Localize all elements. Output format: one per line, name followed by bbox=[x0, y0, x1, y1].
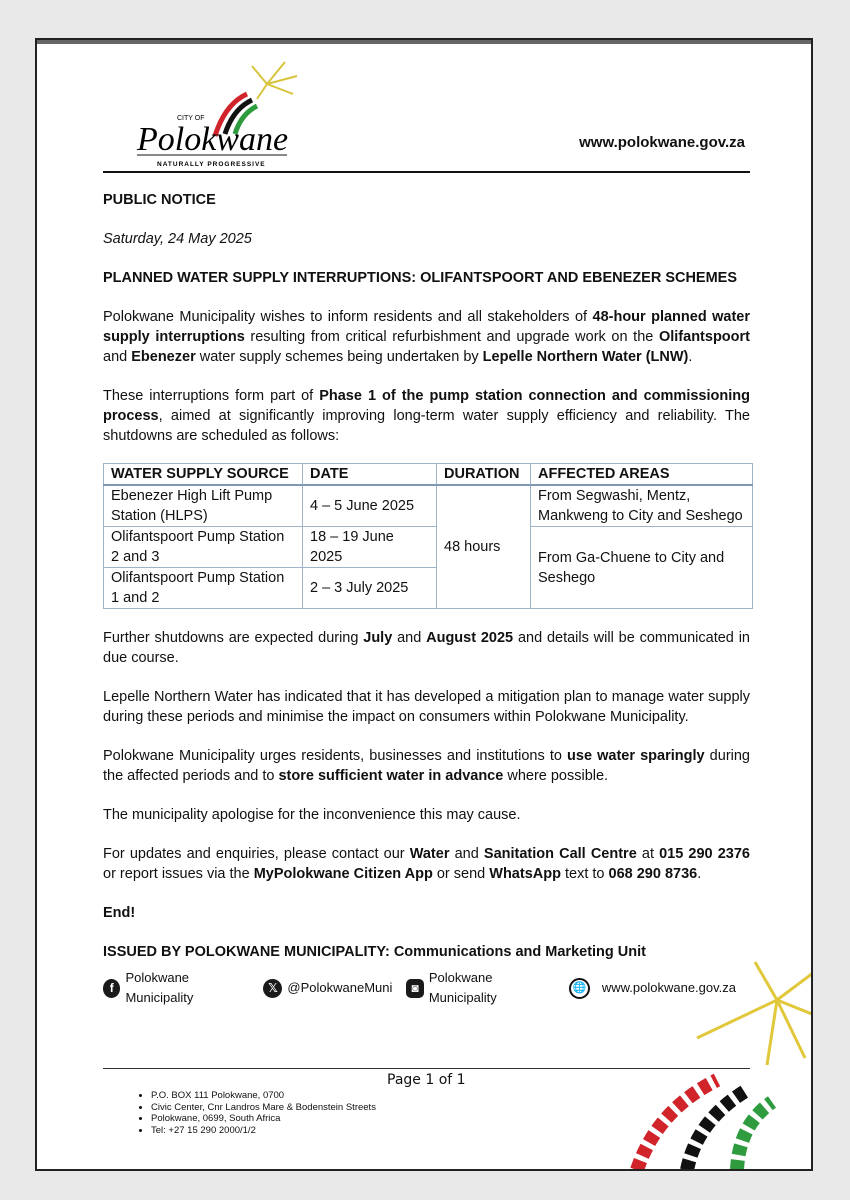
table-header: DURATION bbox=[437, 464, 531, 486]
schedule-table bbox=[103, 463, 753, 609]
end-label: End! bbox=[103, 905, 136, 921]
top-border bbox=[37, 40, 811, 44]
x-icon: 𝕏 bbox=[263, 979, 282, 998]
paragraph-phase: These interruptions form part of Phase 1 of the pump station connection and commissioning process, aimed at significantly improving long-term water supply efficiency and reliability. The shutdowns are scheduled as follows: bbox=[103, 388, 750, 444]
social-instagram[interactable] bbox=[406, 968, 552, 1008]
table-cell: 4 – 5 June 2025 bbox=[303, 485, 437, 527]
sunburst-decoration bbox=[627, 940, 813, 1171]
social-label: @PolokwaneMuni bbox=[287, 980, 393, 995]
footer-divider bbox=[103, 1068, 750, 1069]
sun-rays-icon bbox=[697, 962, 813, 1065]
table-row bbox=[104, 527, 753, 568]
notice-label: PUBLIC NOTICE bbox=[103, 192, 216, 208]
logo-star-icon bbox=[252, 62, 297, 99]
header-divider bbox=[103, 171, 750, 173]
table-cell: Olifantspoort Pump Station 1 and 2 bbox=[104, 568, 303, 609]
social-x[interactable] bbox=[263, 978, 392, 998]
globe-icon: 🌐 bbox=[569, 978, 590, 999]
website-link[interactable]: www.polokwane.gov.za bbox=[579, 134, 745, 151]
notice-page bbox=[35, 38, 813, 1171]
duration-cell: 48 hours bbox=[437, 485, 531, 609]
table-cell: 2 – 3 July 2025 bbox=[303, 568, 437, 609]
address-line: • P.O. BOX 111 Polokwane, 0700 bbox=[151, 1090, 376, 1102]
table-row bbox=[104, 485, 753, 527]
paragraph-mitigation: Lepelle Northern Water has indicated that it has developed a mitigation plan to manage water supply during these periods and minimise the impact on consumers within Polokwane Municipality. bbox=[103, 689, 750, 725]
table-header: DATE bbox=[303, 464, 437, 486]
social-label: www.polokwane.gov.za bbox=[601, 980, 736, 995]
social-label: Polokwane Municipality bbox=[428, 970, 497, 1005]
paragraph-further: Further shutdowns are expected during July and August 2025 and details will be communicated in due course. bbox=[103, 630, 750, 666]
facebook-icon: f bbox=[103, 979, 120, 998]
address-line: • Polokwane, 0699, South Africa bbox=[151, 1113, 376, 1125]
polokwane-logo bbox=[107, 54, 307, 174]
issued-by: ISSUED BY POLOKWANE MUNICIPALITY: Communications and Marketing Unit bbox=[103, 944, 646, 960]
table-cell: From Ga-Chuene to City and Seshego bbox=[531, 527, 753, 609]
footer-address bbox=[127, 1090, 376, 1136]
table-header: AFFECTED AREAS bbox=[531, 464, 753, 486]
table-cell: 18 – 19 June 2025 bbox=[303, 527, 437, 568]
instagram-icon: ◙ bbox=[406, 979, 423, 998]
table-cell: From Segwashi, Mentz, Mankweng to City and Seshego bbox=[531, 485, 753, 527]
table-header: WATER SUPPLY SOURCE bbox=[104, 464, 303, 486]
svg-text:NATURALLY PROGRESSIVE: NATURALLY PROGRESSIVE bbox=[157, 161, 266, 168]
notice-date: Saturday, 24 May 2025 bbox=[103, 231, 252, 247]
social-facebook[interactable] bbox=[103, 968, 249, 1008]
paragraph-apology: The municipality apologise for the inconvenience this may cause. bbox=[103, 807, 521, 823]
notice-title: PLANNED WATER SUPPLY INTERRUPTIONS: OLIFANTSPOORT AND EBENEZER SCHEMES bbox=[103, 270, 738, 286]
address-line: • Tel: +27 15 290 2000/1/2 bbox=[151, 1125, 376, 1137]
social-label: Polokwane Municipality bbox=[125, 970, 194, 1005]
table-header-row bbox=[104, 464, 753, 486]
svg-text:Polokwane: Polokwane bbox=[137, 121, 289, 158]
page-number: Page 1 of 1 bbox=[387, 1072, 466, 1088]
notice-content bbox=[103, 190, 750, 1008]
svg-text:CITY OF: CITY OF bbox=[177, 115, 205, 122]
table-cell: Ebenezer High Lift Pump Station (HLPS) bbox=[104, 485, 303, 527]
paragraph-intro: Polokwane Municipality wishes to inform residents and all stakeholders of 48-hour planned water supply interruptions resulting from critical refurbishment and upgrade work on the Olifantspoort and Ebenezer water supply schemes being undertaken by Lepelle Northern Water (LNW). bbox=[103, 309, 750, 365]
address-line: • Civic Center, Cnr Landros Mare & Bodenstein Streets bbox=[151, 1102, 376, 1114]
paragraph-urge: Polokwane Municipality urges residents, businesses and institutions to use water sparingly during the affected periods and to store sufficient water in advance where possible. bbox=[103, 748, 750, 784]
table-cell: Olifantspoort Pump Station 2 and 3 bbox=[104, 527, 303, 568]
paragraph-contact: For updates and enquiries, please contact our Water and Sanitation Call Centre at 015 290 2376 or report issues via the MyPolokwane Citizen App or send WhatsApp text to 068 290 8736. bbox=[103, 846, 750, 882]
